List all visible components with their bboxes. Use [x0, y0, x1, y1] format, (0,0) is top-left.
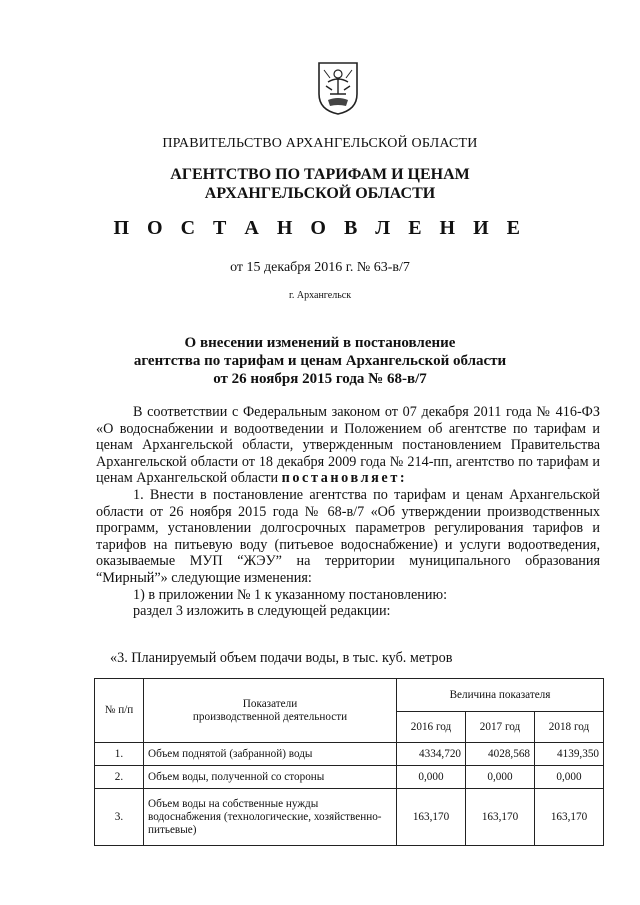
row-value: 4334,720	[397, 743, 466, 766]
row-num: 3.	[95, 789, 144, 846]
paragraph-item-1: 1. Внести в постановление агентства по тарифам и ценам Архангельской области от 26 ноября 2015 года № 68-в/7 «Об утверждении производственных программ, установлении долгосрочных параметров регулирования тарифов и тарифов на питьевую воду (питьевое водоснабжение) и услуги водоотведения, оказываемые МУП “ЖЭУ” на территории муниципального образования “Мирный”» следующие изменения:	[96, 486, 600, 586]
row-value: 163,170	[397, 789, 466, 846]
header-num: № п/п	[95, 679, 144, 743]
subject-line3: от 26 ноября 2015 года № 68-в/7	[213, 371, 427, 387]
row-num: 1.	[95, 743, 144, 766]
header-year: 2018 год	[535, 712, 604, 743]
subject-line2: агентства по тарифам и ценам Архангельской области	[133, 353, 507, 369]
row-name: Объем воды, полученной со стороны	[144, 766, 397, 789]
paragraph-preamble	[96, 404, 600, 487]
row-value: 0,000	[535, 766, 604, 789]
row-value: 163,170	[535, 789, 604, 846]
table-row	[95, 743, 604, 766]
section-title: «3. Планируемый объем подачи воды, в тыс. куб. метров	[110, 650, 453, 666]
government-name: ПРАВИТЕЛЬСТВО АРХАНГЕЛЬСКОЙ ОБЛАСТИ	[162, 136, 478, 151]
subject-line1: О внесении изменений в постановление	[184, 335, 456, 351]
row-value: 0,000	[397, 766, 466, 789]
agency-name	[0, 165, 640, 203]
row-name: Объем поднятой (забранной) воды	[144, 743, 397, 766]
document-date-number: от 15 декабря 2016 г. № 63-в/7	[230, 260, 410, 275]
agency-name-line2: АРХАНГЕЛЬСКОЙ ОБЛАСТИ	[204, 185, 436, 202]
header-year: 2017 год	[466, 712, 535, 743]
header-indicator	[144, 679, 397, 743]
paragraph-section-note: раздел 3 изложить в следующей редакции:	[133, 603, 391, 620]
document-body	[96, 404, 600, 620]
header-year: 2016 год	[397, 712, 466, 743]
document-type: П О С Т А Н О В Л Е Н И Е	[113, 217, 527, 239]
coat-of-arms-icon	[316, 60, 360, 116]
header-value: Величина показателя	[397, 679, 604, 712]
agency-name-line1: АГЕНТСТВО ПО ТАРИФАМ И ЦЕНАМ	[170, 166, 470, 183]
header-indicator-line1: Показатели	[242, 697, 298, 710]
row-value: 0,000	[466, 766, 535, 789]
row-value: 163,170	[466, 789, 535, 846]
resolves-word: постановляет:	[281, 470, 408, 487]
row-name: Объем воды на собственные нужды водоснабжения (технологические, хозяйственно-питьевые)	[144, 789, 397, 846]
document-city: г. Архангельск	[288, 290, 352, 301]
table-row	[95, 766, 604, 789]
paragraph-subitem: 1) в приложении № 1 к указанному постановлению:	[133, 586, 448, 603]
table-header-row	[95, 679, 604, 712]
preamble-text: В соответствии с Федеральным законом от 07 декабря 2011 года № 416-ФЗ «О водоснабжении и водоотведении и Положением об агентстве по тарифам и ценам Архангельской области, утвержденным постановлением Правительства Архангельской области от 18 декабря 2009 года № 214-пп, агентство по тарифам и ценам Архангельской области	[96, 404, 600, 487]
header-indicator-line2: производственной деятельности	[192, 710, 348, 723]
table-row	[95, 789, 604, 846]
water-volume-table	[94, 678, 604, 846]
row-value: 4139,350	[535, 743, 604, 766]
row-value: 4028,568	[466, 743, 535, 766]
document-subject	[0, 334, 640, 388]
row-num: 2.	[95, 766, 144, 789]
